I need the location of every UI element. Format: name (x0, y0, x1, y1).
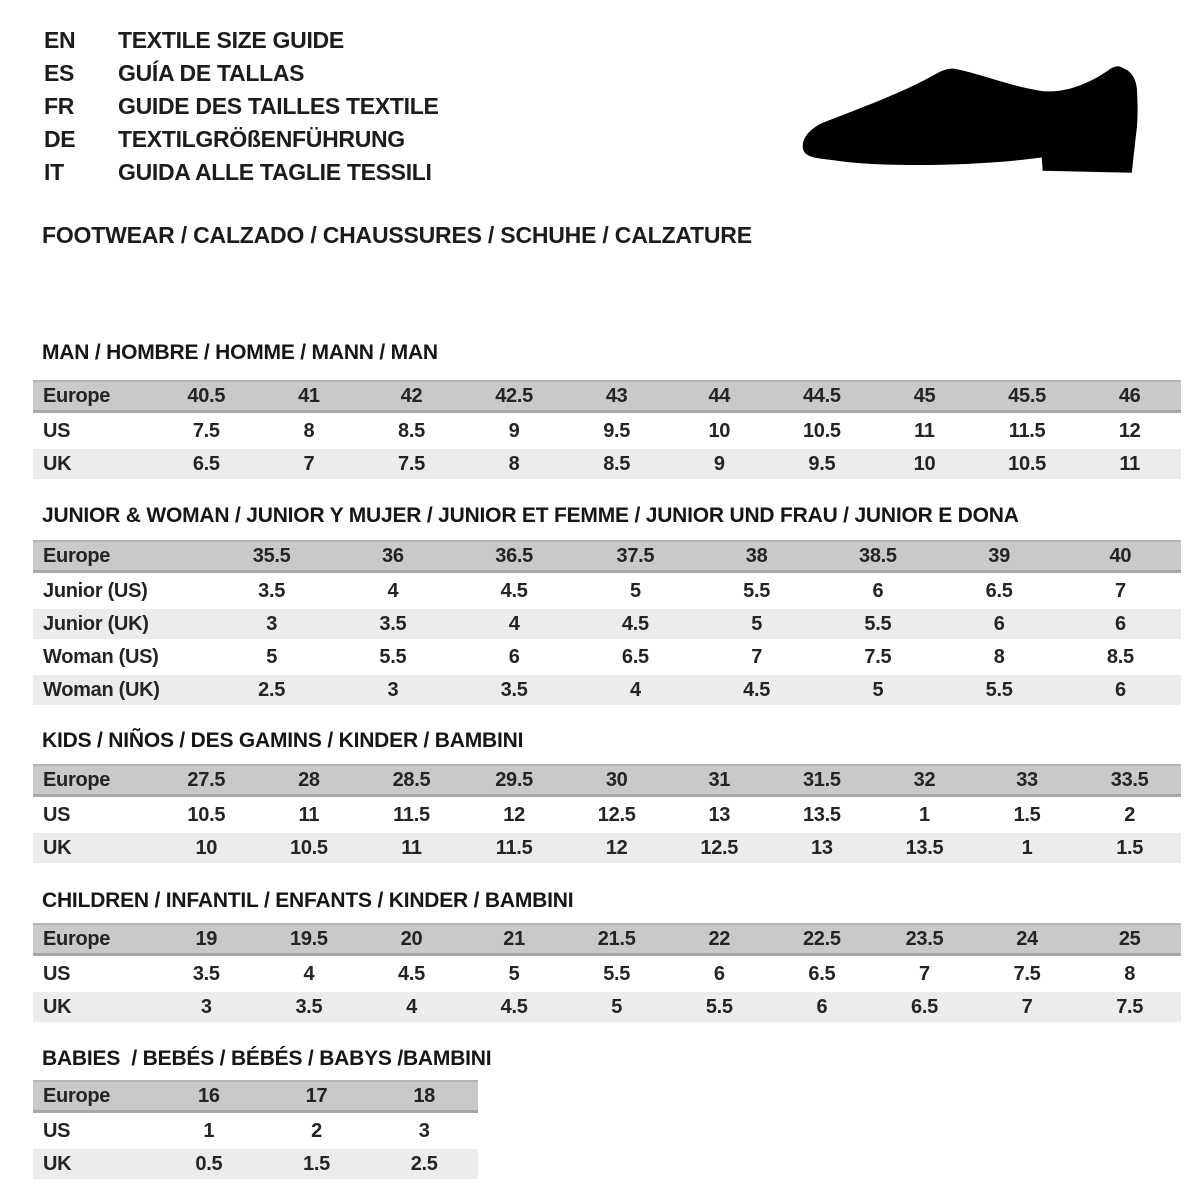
size-cell: 37.5 (616, 544, 655, 567)
size-cell: 10.5 (802, 419, 841, 442)
size-cell: 8 (303, 419, 315, 442)
category-heading: FOOTWEAR / CALZADO / CHAUSSURES / SCHUHE / CALZATURE (42, 222, 752, 248)
size-cell: 10 (913, 452, 936, 475)
size-cell: 8 (993, 645, 1005, 668)
section-title-junior-woman: JUNIOR & WOMAN / JUNIOR Y MUJER / JUNIOR ET FEMME / JUNIOR UND FRAU / JUNIOR E DONA (42, 504, 1019, 527)
size-cell: 35.5 (252, 544, 291, 567)
size-cell: 5 (266, 645, 278, 668)
size-cell: 4.5 (743, 678, 771, 701)
size-cell: 2 (311, 1119, 322, 1142)
row-label: UK (43, 995, 72, 1018)
size-cell: 5.5 (379, 645, 407, 668)
size-table-babies (33, 1080, 478, 1179)
size-cell: 1.5 (303, 1152, 330, 1175)
size-cell: 44 (708, 384, 731, 407)
size-cell: 3.5 (192, 962, 220, 985)
size-cell: 9 (508, 419, 520, 442)
size-cell: 9.5 (603, 419, 631, 442)
row-label: UK (43, 1152, 72, 1175)
size-cell: 44.5 (802, 384, 841, 407)
size-cell: 32 (913, 768, 936, 791)
size-cell: 1 (1021, 836, 1033, 859)
size-cell: 13 (811, 836, 833, 859)
size-cell: 2 (1124, 803, 1136, 826)
size-cell: 12.5 (700, 836, 739, 859)
size-cell: 23.5 (905, 927, 944, 950)
language-row (44, 24, 439, 57)
size-cell: 9.5 (808, 452, 836, 475)
size-table-row (33, 449, 1181, 479)
row-label: Junior (US) (43, 579, 148, 602)
size-table-junior-woman (33, 540, 1181, 705)
size-cell: 11 (401, 836, 422, 859)
row-label: UK (43, 836, 72, 859)
size-cell: 42.5 (495, 384, 533, 407)
size-cell: 5.5 (705, 995, 733, 1018)
language-row (44, 57, 439, 90)
size-cell: 8.5 (398, 419, 425, 442)
size-cell: 2.5 (410, 1152, 438, 1175)
size-cell: 13.5 (905, 836, 944, 859)
row-label: Europe (43, 927, 111, 950)
size-cell: 7.5 (1013, 962, 1041, 985)
size-cell: 10 (195, 836, 218, 859)
row-label: UK (43, 452, 72, 475)
size-cell: 11 (298, 803, 320, 826)
section-title-babies: BABIES / BEBÉS / BÉBÉS / BABYS /BAMBINI (42, 1047, 492, 1070)
size-cell: 5.5 (864, 612, 892, 635)
size-cell: 0.5 (195, 1152, 223, 1175)
size-table-header-row (33, 380, 1181, 413)
size-cell: 45.5 (1008, 384, 1046, 407)
size-cell: 18 (413, 1084, 435, 1107)
size-cell: 6 (1114, 678, 1126, 701)
size-cell: 7.5 (864, 645, 892, 668)
size-cell: 22 (708, 927, 731, 950)
size-cell: 7 (1114, 579, 1126, 602)
size-cell: 7 (919, 962, 930, 985)
row-label: Junior (UK) (43, 612, 149, 635)
section-title-kids: KIDS / NIÑOS / DES GAMINS / KINDER / BAMBINI (42, 729, 524, 752)
language-row (44, 90, 439, 123)
size-cell: 29.5 (495, 768, 533, 791)
size-cell: 25 (1118, 927, 1141, 950)
size-cell: 31.5 (802, 768, 841, 791)
row-label: Europe (43, 544, 111, 567)
size-cell: 17 (305, 1084, 328, 1107)
size-cell: 7 (751, 645, 763, 668)
section-title-children: CHILDREN / INFANTIL / ENFANTS / KINDER / BAMBINI (42, 889, 574, 912)
size-cell: 38 (745, 544, 768, 567)
row-label: Europe (43, 384, 111, 407)
size-cell: 6 (816, 995, 828, 1018)
size-cell: 3.5 (500, 678, 528, 701)
size-cell: 4.5 (500, 995, 528, 1018)
size-cell: 1 (919, 803, 930, 826)
size-cell: 21.5 (597, 927, 636, 950)
size-cell: 4 (508, 612, 520, 635)
size-table-man (33, 380, 1181, 479)
size-cell: 1.5 (1116, 836, 1144, 859)
size-table-header-row (33, 540, 1181, 573)
size-table-row (33, 959, 1181, 989)
row-label: Europe (43, 768, 111, 791)
size-cell: 6.5 (621, 645, 649, 668)
size-cell: 27.5 (187, 768, 226, 791)
size-cell: 20 (400, 927, 423, 950)
size-cell: 43 (605, 384, 628, 407)
size-cell: 1.5 (1013, 803, 1041, 826)
language-guide-title: GUÍA DE TALLAS (118, 60, 305, 86)
size-cell: 30 (605, 768, 628, 791)
size-cell: 11.5 (393, 803, 430, 826)
size-cell: 40 (1109, 544, 1132, 567)
size-cell: 33 (1016, 768, 1038, 791)
language-guide-title: GUIDE DES TAILLES TEXTILE (118, 93, 439, 119)
size-cell: 16 (198, 1084, 220, 1107)
section-title-man: MAN / HOMBRE / HOMME / MANN / MAN (42, 341, 438, 364)
language-title-list (44, 24, 439, 189)
size-cell: 8 (1124, 962, 1136, 985)
size-cell: 6.5 (985, 579, 1013, 602)
size-table-row (33, 576, 1181, 606)
size-cell: 4 (406, 995, 417, 1018)
size-cell: 5 (751, 612, 763, 635)
size-cell: 4.5 (398, 962, 425, 985)
size-table-row (33, 609, 1181, 639)
size-cell: 10.5 (187, 803, 226, 826)
row-label: Woman (UK) (43, 678, 160, 701)
size-cell: 4.5 (621, 612, 649, 635)
size-table-header-row (33, 923, 1181, 956)
size-cell: 4.5 (500, 579, 528, 602)
size-cell: 36 (382, 544, 404, 567)
size-cell: 42 (400, 384, 423, 407)
size-cell: 38.5 (859, 544, 897, 567)
size-cell: 3 (418, 1119, 430, 1142)
size-table-children (33, 923, 1181, 1022)
size-cell: 5.5 (985, 678, 1013, 701)
size-cell: 6.5 (808, 962, 836, 985)
size-cell: 6.5 (192, 452, 220, 475)
row-label: Europe (43, 1084, 111, 1107)
size-cell: 6.5 (911, 995, 938, 1018)
size-cell: 6 (872, 579, 884, 602)
size-cell: 12 (605, 836, 628, 859)
size-cell: 40.5 (187, 384, 226, 407)
size-cell: 7 (1021, 995, 1033, 1018)
row-label: Woman (US) (43, 645, 159, 668)
language-row (44, 123, 439, 156)
language-code: FR (44, 93, 75, 119)
size-cell: 12 (503, 803, 525, 826)
size-cell: 5 (629, 579, 641, 602)
size-table-row (33, 675, 1181, 705)
size-cell: 39 (988, 544, 1010, 567)
size-table-row (33, 1149, 478, 1179)
size-cell: 3.5 (258, 579, 286, 602)
size-cell: 11.5 (1008, 419, 1046, 442)
row-label: US (43, 803, 71, 826)
size-cell: 24 (1016, 927, 1038, 950)
language-code: ES (44, 60, 75, 86)
size-cell: 8.5 (603, 452, 631, 475)
language-guide-title: GUIDA ALLE TAGLIE TESSILI (118, 159, 432, 185)
size-cell: 21 (503, 927, 525, 950)
size-cell: 19.5 (290, 927, 328, 950)
size-cell: 46 (1118, 384, 1141, 407)
size-cell: 19 (195, 927, 218, 950)
size-cell: 6 (1114, 612, 1126, 635)
size-cell: 6 (508, 645, 520, 668)
size-cell: 41 (298, 384, 320, 407)
size-cell: 36.5 (495, 544, 533, 567)
size-table-row (33, 1116, 478, 1146)
size-cell: 11 (914, 419, 935, 442)
size-cell: 28.5 (392, 768, 431, 791)
size-cell: 6 (993, 612, 1005, 635)
size-table-row (33, 992, 1181, 1022)
size-cell: 10.5 (290, 836, 328, 859)
size-cell: 33.5 (1110, 768, 1149, 791)
size-cell: 11 (1119, 452, 1140, 475)
size-table-header-row (33, 764, 1181, 797)
size-cell: 5.5 (743, 579, 771, 602)
row-label: US (43, 962, 71, 985)
size-cell: 5.5 (603, 962, 631, 985)
size-cell: 31 (708, 768, 731, 791)
size-cell: 45 (913, 384, 936, 407)
size-cell: 9 (713, 452, 725, 475)
size-cell: 4 (629, 678, 641, 701)
row-label: US (43, 419, 71, 442)
size-cell: 13.5 (802, 803, 841, 826)
language-code: IT (44, 159, 64, 185)
size-cell: 13 (708, 803, 731, 826)
size-cell: 1 (203, 1119, 215, 1142)
size-table-row (33, 416, 1181, 446)
size-table-kids (33, 764, 1181, 863)
size-cell: 4 (303, 962, 315, 985)
row-label: US (43, 1119, 71, 1142)
size-cell: 7.5 (1116, 995, 1144, 1018)
language-code: DE (44, 126, 76, 152)
size-cell: 3 (266, 612, 278, 635)
shoe-icon (801, 64, 1141, 176)
size-cell: 12 (1118, 419, 1141, 442)
size-cell: 5 (508, 962, 520, 985)
size-table-row (33, 833, 1181, 863)
size-cell: 6 (713, 962, 725, 985)
size-cell: 5 (872, 678, 884, 701)
size-cell: 4 (387, 579, 399, 602)
language-row (44, 156, 439, 189)
size-cell: 2.5 (258, 678, 286, 701)
size-table-row (33, 800, 1181, 830)
size-cell: 7.5 (192, 419, 220, 442)
size-cell: 10.5 (1008, 452, 1046, 475)
size-cell: 8 (508, 452, 520, 475)
size-cell: 3 (387, 678, 399, 701)
size-cell: 22.5 (802, 927, 841, 950)
language-code: EN (44, 27, 76, 53)
size-cell: 5 (611, 995, 623, 1018)
size-cell: 3.5 (295, 995, 323, 1018)
size-table-row (33, 642, 1181, 672)
size-cell: 12.5 (597, 803, 636, 826)
size-cell: 3.5 (379, 612, 407, 635)
size-cell: 7.5 (398, 452, 425, 475)
size-table-header-row (33, 1080, 478, 1113)
size-cell: 7 (303, 452, 315, 475)
size-cell: 11.5 (495, 836, 533, 859)
size-cell: 8.5 (1106, 645, 1134, 668)
language-guide-title: TEXTILGRÖßENFÜHRUNG (118, 126, 405, 152)
size-cell: 3 (200, 995, 212, 1018)
language-guide-title: TEXTILE SIZE GUIDE (118, 27, 344, 53)
size-cell: 28 (298, 768, 320, 791)
size-cell: 10 (708, 419, 731, 442)
